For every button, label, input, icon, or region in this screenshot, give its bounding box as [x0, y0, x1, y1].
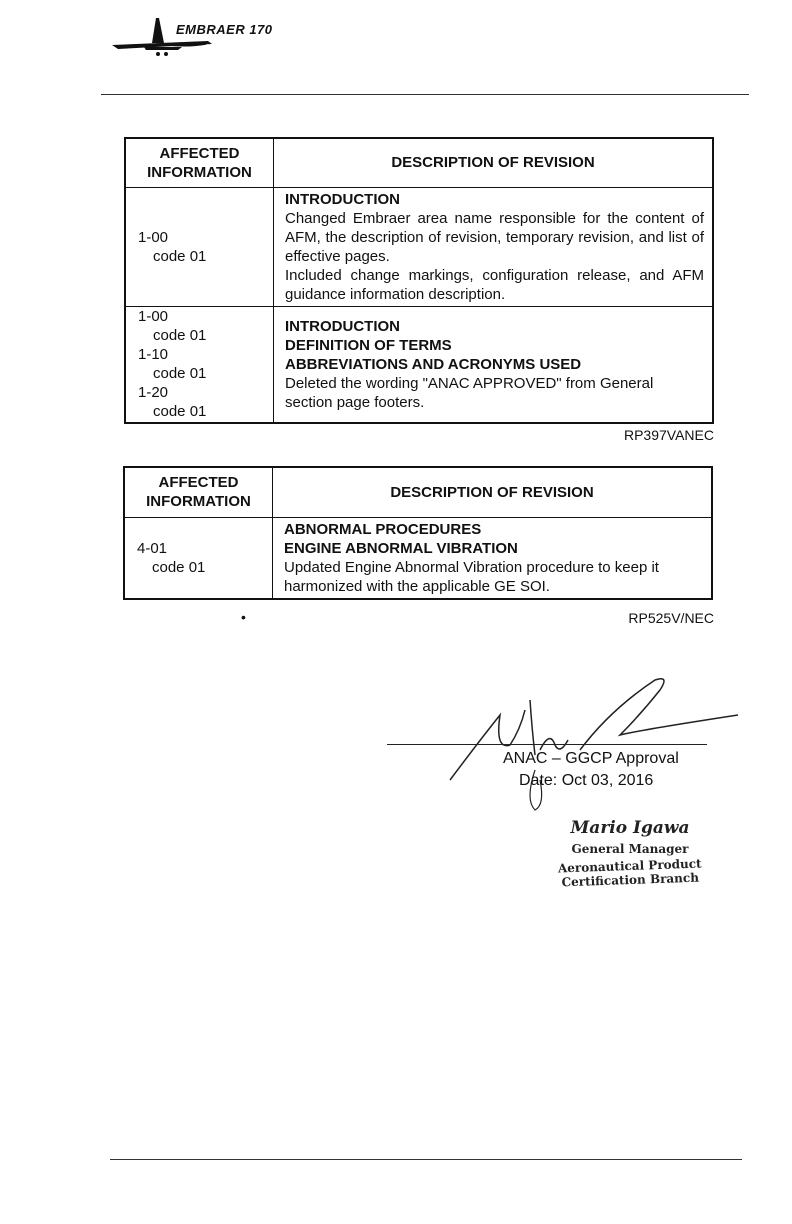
approval-stamp [520, 818, 740, 890]
header-rule [101, 94, 749, 95]
brand-title: EMBRAER 170 [176, 22, 273, 37]
revision-heading: ABNORMAL PROCEDURES [284, 520, 482, 538]
approval-block [503, 748, 679, 792]
revision-heading: DEFINITION OF TERMS [285, 336, 452, 354]
revision-heading: ABBREVIATIONS AND ACRONYMS USED [285, 355, 582, 373]
stamp-name: Mario Igawa [570, 818, 690, 838]
table-row [125, 306, 713, 423]
section-code: code 01 [153, 365, 207, 383]
section-ref: 1-20 [138, 384, 169, 402]
revision-text: Updated Engine Abnormal Vibration procedure to keep it harmonized with the applicable GE SOI. [284, 558, 659, 595]
section-code: code 01 [153, 327, 207, 345]
affected-cell [124, 517, 273, 599]
affected-cell [125, 306, 274, 423]
reference-code: RP397VANEC [623, 427, 714, 443]
col-description-header: DESCRIPTION OF REVISION [273, 467, 713, 517]
section-code: code 01 [153, 247, 207, 265]
col-affected-header: AFFECTED INFORMATION [125, 138, 274, 187]
stray-mark: • [241, 609, 246, 625]
table-row [125, 187, 713, 306]
description-cell [274, 187, 714, 306]
revision-table-1 [124, 137, 714, 424]
section-code: code 01 [153, 403, 207, 421]
table-row [124, 517, 712, 599]
description-cell [274, 306, 714, 423]
reference-code: RP525V/NEC [628, 610, 714, 626]
revision-text: Deleted the wording "ANAC APPROVED" from General section page footers. [285, 374, 654, 411]
approval-date: Date: Oct 03, 2016 [519, 772, 654, 789]
description-cell [273, 517, 713, 599]
col-affected-header: AFFECTED INFORMATION [124, 467, 273, 517]
revision-heading: INTRODUCTION [285, 317, 400, 335]
section-ref: 1-10 [138, 346, 169, 364]
stamp-branch: Aeronautical Product Certification Branch [557, 856, 702, 890]
affected-cell [125, 187, 274, 306]
approval-authority: ANAC – GGCP Approval [503, 750, 679, 767]
footer-rule [110, 1159, 742, 1160]
section-ref: 4-01 [137, 539, 168, 557]
revision-text: Included change markings, configuration release, and AFM guidance information description. [285, 266, 704, 303]
handwritten-signature [440, 670, 740, 820]
revision-table-2 [123, 466, 713, 600]
section-ref: 1-00 [138, 308, 169, 326]
revision-heading: ENGINE ABNORMAL VIBRATION [284, 539, 518, 557]
section-ref: 1-00 [138, 228, 169, 246]
signature-line [387, 744, 707, 745]
revision-heading: INTRODUCTION [285, 190, 400, 208]
col-description-header: DESCRIPTION OF REVISION [274, 138, 714, 187]
section-code: code 01 [152, 558, 206, 576]
revision-text: Changed Embraer area name responsible for the content of AFM, the description of revision, temporary revision, and list of effective pages. [285, 209, 704, 265]
stamp-title: General Manager [571, 842, 689, 856]
